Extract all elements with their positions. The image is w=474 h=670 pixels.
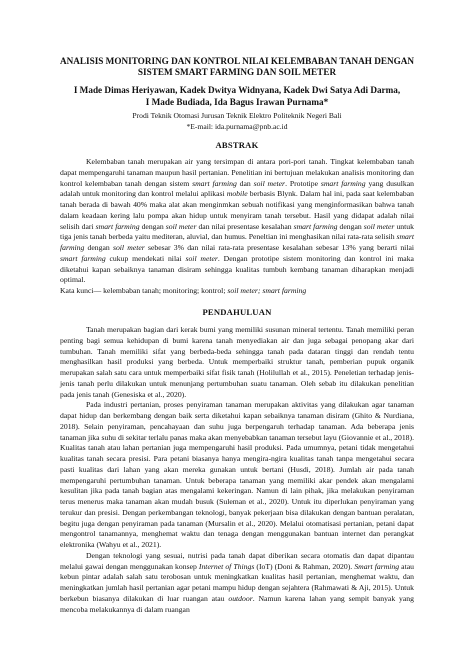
title-line-2: SISTEM SMART FARMING DAN SOIL METER — [137, 67, 337, 77]
abstract-paragraph: Kelembaban tanah merupakan air yang tersimpan di antara pori-pori tanah. Tingkat kelembaban tanah dapat mempengaruhi tanaman maupun hasil pertanian. Penelitian ini bertujuan melakukan analisis monitoring dan kontrol kelembaban tanah dengan sistem smart farming dan soil meter. Prototipe smart farming yang dusulkan adalah untuk monitoring dan kontrol melalui aplikasi mobile berbasis Blynk. Dalam hal ini, pada saat kelembaban tanah berada di bawah 40% maka alat akan menginmkan sebuah notifikasi yang menginformasikan bahwa tanah dalam keadaan kering lalu pompa akan hidup untuk menyiram tanah tersebut. Hasil yang didapat adalah nilai selisih dari smart farming dengan soil meter dan nilai presentase kesalahan smart farming dengan soil meter untuk tiga jenis tanah berbeda yaitu mediteran, aluvial, dan humus. Peneltian ini menghasikan nilai rata-rata selisih smart farming dengan soil meter sebesar 3% dan nilai rata-rata presentase kesalahan sebesar 13% yang berarti nilai smart farming cukup mendekati nilai soil meter. Dengan prototipe sistem monitoring dan kontrol ini maka diketahui kapan sebaiknya tanaman disiram sehingga kualitas tumbuh kembang tanaman diharapkan menjadi optimal. — [60, 157, 415, 285]
intro-paragraph-3: Dengan teknologi yang sesuai, nutrisi pada tanah dapat diberikan secara otomatis dan dapat dipantau melalui gawai dengan menggunakan konsep Internet of Things (IoT) (Doni & Rahman, 2020). Smart farming atau kebun pintar adalah salah satu terobosan untuk meningkatkan kualitas hasil pertanian, menghemat waktu, dan meningkatkan jumlah hasil pertanian agar petani mampu hidup dengan sejahtera (Rahmawati & Aji, 2015). Untuk berkebun biasanya dilakukan di luar ruangan atau outdoor. Namun karena lahan yang sempit banyak yang mencoba melakukannya di dalam ruangan — [60, 550, 414, 614]
abstract-body — [60, 157, 414, 297]
author-list — [40, 85, 434, 108]
affiliation: Prodi Teknik Otomasi Jurusan Teknik Elektro Politeknik Negeri Bali — [132, 111, 342, 120]
introduction-heading: PENDAHULUAN — [202, 307, 272, 317]
title-line-1: ANALISIS MONITORING DAN KONTROL NILAI KELEMBABAN TANAH DENGAN — [59, 56, 415, 66]
abstract-heading: ABSTRAK — [215, 140, 259, 150]
keywords: Kata kunci— kelembaban tanah; monitoring; kontrol; soil meter; smart farming — [60, 286, 307, 295]
affiliation-block — [40, 110, 434, 132]
authors-line-1: I Made Dimas Heriyawan, Kadek Dwitya Widnyana, Kadek Dwi Satya Adi Darma, — [73, 85, 401, 95]
intro-paragraph-1: Tanah merupakan bagian dari kerak bumi yang memiliki susunan mineral tertentu. Tanah memiliki peran penting bagi semua kehidupan di bumi karena tanah menyediakan air dan juga sebagai penopang akar dari tumbuhan. Tanah memiliki sifat yang berbeda-beda sehingga tanah pada dataran tinggi dan rendah tentu menghasilkan hasil produksi yang berbeda. Untuk memperbaiki struktur tanah, pemberian pupuk organik merupakan salah satu cara untuk memperbaiki sifat fisik tanah (Holilullah et al., 2015). Peneletian terhadap jenis-jenis tanah perlu dilakukan untuk menunjang pertumbuhan suatu tanaman. Oleh sebab itu dilakukan penelitian pada jenis tanah (Genesiska et al., 2020). — [60, 325, 414, 399]
paper-title — [40, 56, 434, 78]
contact-email: *E-mail: ida.purnama@pnb.ac.id — [186, 122, 288, 131]
intro-paragraph-2: Pada industri pertanian, proses penyiraman tanaman merupakan aktivitas yang dilakukan agar tanaman dapat hidup dan berkembang dengan baik serta diketahui kapan sebaiknya tanaman disiram (Ghito & Nurdiana, 2018). Selain penyiraman, pencahayaan dan suhu juga berpengaruh terhadap tanaman. Ada beberapa jenis tanaman jika suhu di sekitar terlalu panas maka akan menyebabkan tanaman tersebut layu (Giovannie et al., 2018). Kualitas tanah atau lahan pertanian juga mempengaruhi hasil produksi. Pada umumnya, petani tidak mengetahui kualitas tanah secara presisi. Para petani biasanya hanya mengira-ngira kualitas tanah tanpa mengetahui secara pasti kualitas dari lahan yang akan mereka gunakan untuk bertani (Husdi, 2018). Jumlah air pada tanah mempengaruhi pertumbuhan tanaman. Untuk beberapa tanaman yang memiliki akar pendek akan mengalami kesulitan jika pada tanah bagian atas mengalami kekeringan. Namun di lain pihak, jika melakukan penyiraman terus menerus maka tanaman akan mudah busuk (Suleman et al., 2020). Untuk itu diperlukan penyiraman yang terukur dan presisi. Dengan perkembangan teknologi, banyak pekerjaan bisa dilakukan dengan bantuan peralatan, begitu juga dengan penyiraman pada tanaman (Mursalin et al., 2020). Melalui otomatisasi pertanian, petani dapat mengontrol tanamannya, menghemat waktu dan tenaga dengan menggunakan bantuan internet dan perangkat elektronika (Wahyu et al., 2021). — [60, 400, 414, 549]
authors-line-2: I Made Budiada, Ida Bagus Irawan Purnama* — [145, 96, 329, 107]
introduction-body — [60, 325, 414, 615]
